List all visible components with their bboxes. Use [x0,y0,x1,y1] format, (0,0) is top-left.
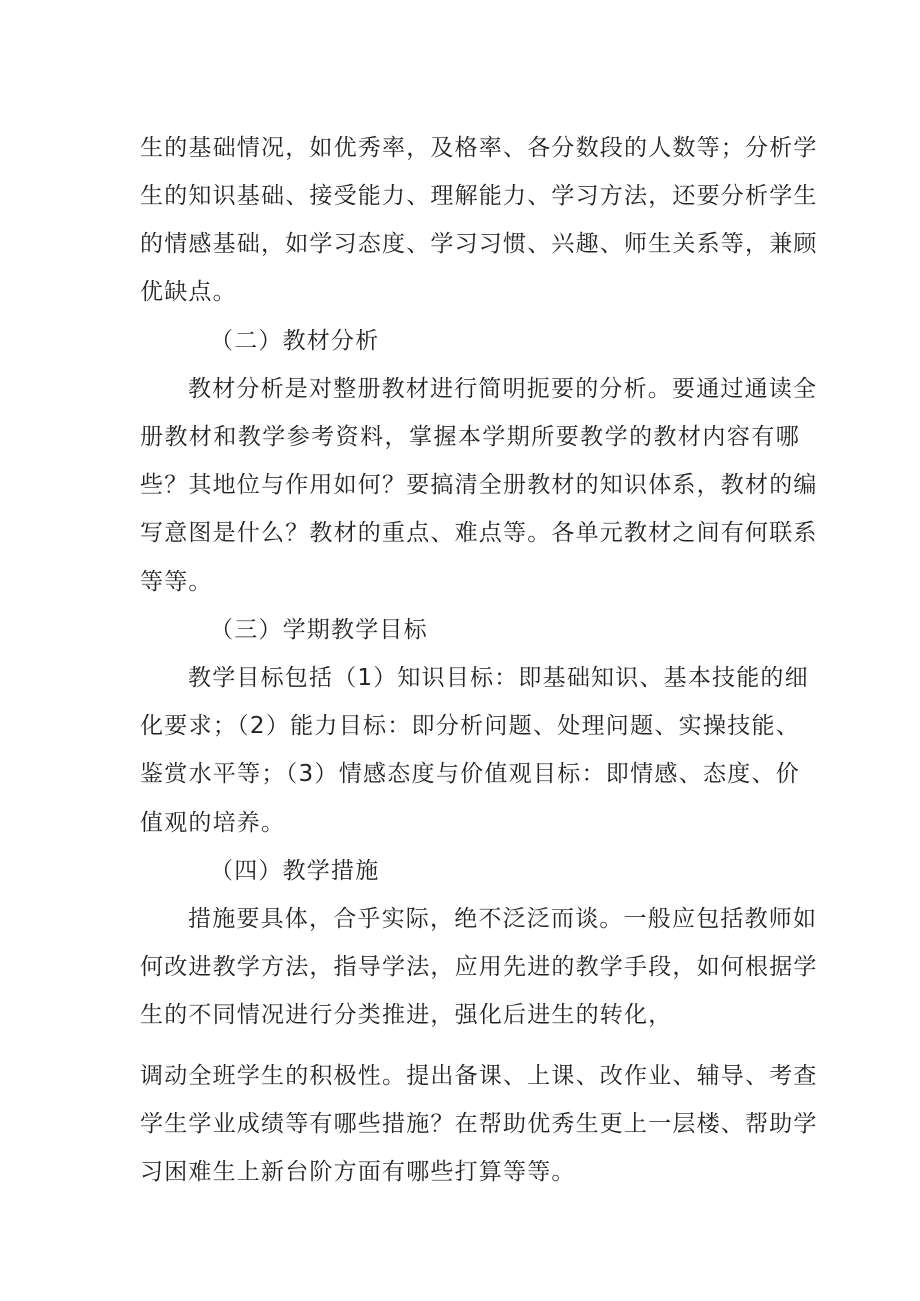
paragraph-line: 鉴赏水平等；（3）情感态度与价值观目标：即情感、态度、价 [140,761,800,787]
paragraph-line: 教学目标包括（1）知识目标：即基础知识、基本技能的细 [188,665,809,691]
paragraph-line: 写意图是什么？教材的重点、难点等。各单元教材之间有何联系 [140,520,818,546]
paragraph-line: 优缺点。 [140,279,237,305]
section-heading-measures: （四）教学措施 [210,858,380,884]
section-heading-goals: （三）学期教学目标 [210,617,428,643]
paragraph-line: 何改进教学方法，指导学法，应用先进的教学手段，如何根据学 [140,954,818,980]
paragraph-line: 些？其地位与作用如何？要搞清全册教材的知识体系，教材的编 [140,472,818,498]
paragraph-line: 学生学业成绩等有哪些措施？在帮助优秀生更上一层楼、帮助学 [140,1111,818,1137]
paragraph-line: 教材分析是对整册教材进行简明扼要的分析。要通过通读全 [188,376,818,402]
paragraph-line: 调动全班学生的积极性。提出备课、上课、改作业、辅导、考查 [140,1063,818,1089]
paragraph-line: 生的基础情况，如优秀率，及格率、各分数段的人数等；分析学 [140,135,818,161]
paragraph-line: 值观的培养。 [140,810,286,836]
section-heading-materials: （二）教材分析 [210,328,380,354]
paragraph-line: 等等。 [140,569,213,595]
paragraph-line: 的情感基础，如学习态度、学习习惯、兴趣、师生关系等，兼顾 [140,231,818,257]
paragraph-line: 习困难生上新台阶方面有哪些打算等等。 [140,1159,576,1185]
paragraph-line: 生的知识基础、接受能力、理解能力、学习方法，还要分析学生 [140,183,818,209]
paragraph-line: 册教材和教学参考资料，掌握本学期所要教学的教材内容有哪 [140,424,800,450]
paragraph-line: 生的不同情况进行分类推进，强化后进生的转化， [140,1002,673,1028]
paragraph-line: 措施要具体，合乎实际，绝不泛泛而谈。一般应包括教师如 [188,906,818,932]
paragraph-line: 化要求；（2）能力目标：即分析问题、处理问题、实操技能、 [140,713,800,739]
